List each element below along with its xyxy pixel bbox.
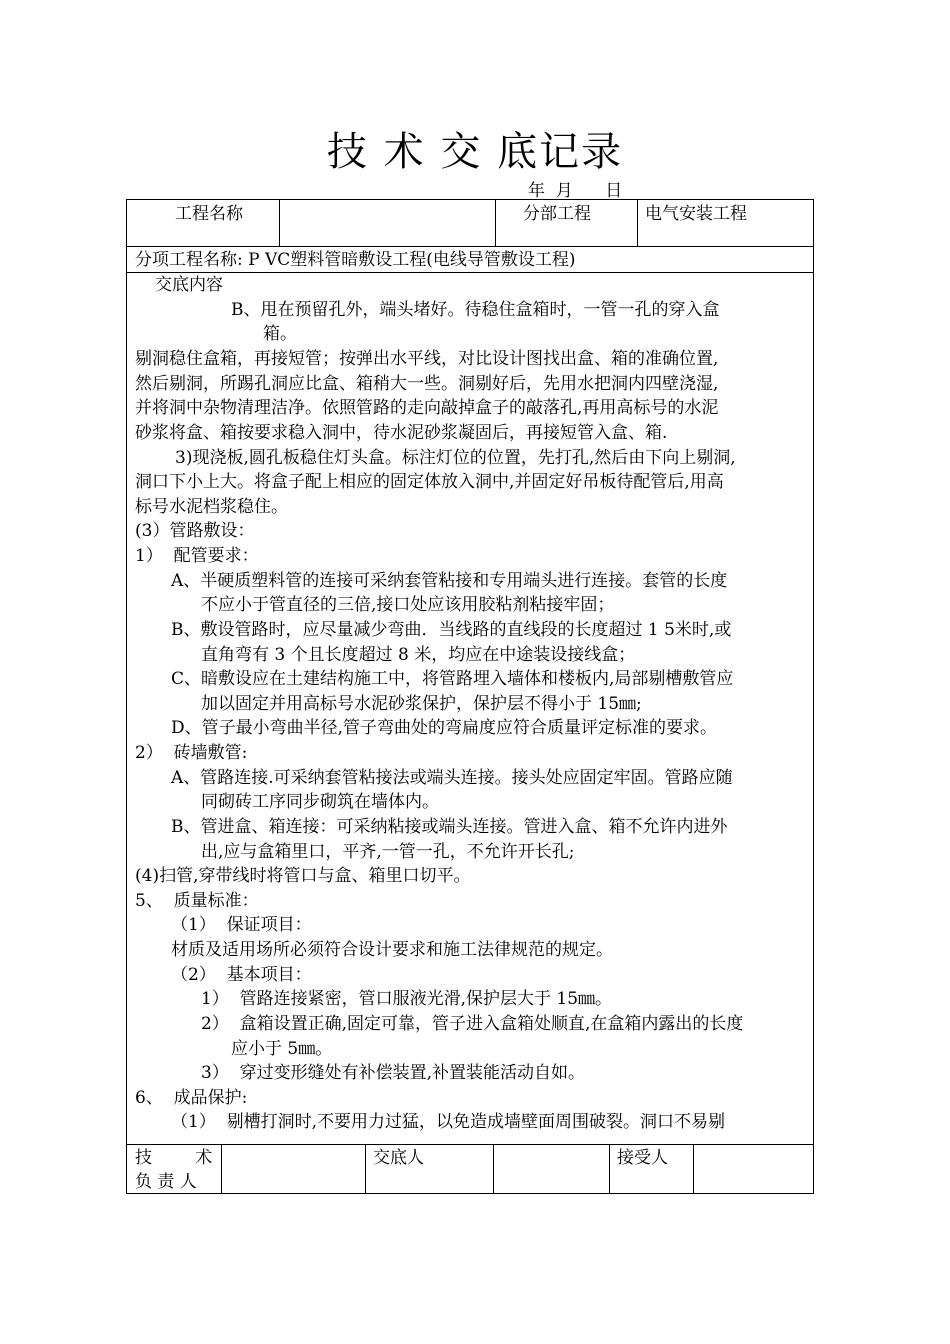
content-line: 应小于 5㎜。: [231, 1039, 333, 1059]
content-line: 材质及适用场所必须符合设计要求和施工法律规范的规定。: [171, 940, 613, 960]
sub-item-name: 分项工程名称: P VC塑料管暗敷设工程(电线导管敷设工程): [135, 250, 576, 270]
tech-lead-label-line2: 负 责 人: [135, 1172, 197, 1192]
tech-lead-label: 技 术: [135, 1148, 213, 1168]
divider: [693, 1144, 694, 1194]
divider: [127, 272, 813, 273]
content-line: （1） 剔槽打洞时,不要用力过猛，以免造成墙壁面周围破裂。洞口不易剔: [171, 1112, 726, 1132]
content-line: 2） 盒箱设置正确,固定可靠，管子进入盒箱处顺直,在盒箱内露出的长度: [201, 1014, 744, 1034]
divider: [127, 1144, 813, 1145]
content-line: 3)现浇板,圆孔板稳住灯头盒。标注灯位的位置，先打孔,然后由下向上剔洞,: [175, 448, 736, 468]
content-line: B、管进盒、箱连接：可采纳粘接或端头连接。管进入盒、箱不允许内进外: [171, 817, 728, 837]
content-line: 2） 砖墙敷管:: [135, 743, 248, 763]
disclosure-table: [126, 199, 814, 1194]
content-line: 并将洞中杂物清理洁净。依照管路的走向敲掉盒子的敲落孔,再用高标号的水泥: [135, 398, 719, 418]
content-line: 出,应与盒箱里口，平齐,一管一孔，不允许开长孔;: [201, 842, 575, 862]
divider: [637, 200, 638, 246]
content-line: A、管路连接.可采纳套管粘接法或端头连接。接头处应固定牢固。管路应随: [171, 768, 733, 788]
content-line: 箱。: [263, 324, 297, 344]
content-line: 加以固定并用高标号水泥砂浆保护，保护层不得小于 15㎜;: [201, 694, 642, 714]
content-line: （1） 保证项目：: [171, 915, 312, 935]
content-line: 直角弯有 3 个且长度超过 8 米，均应在中途装设接线盒；: [201, 645, 636, 665]
content-line: C、暗敷设应在土建结构施工中，将管路埋入墙体和楼板内,局部剔槽敷管应: [171, 669, 734, 689]
content-line: 砂浆将盒、箱按要求稳入洞中，待水泥砂浆凝固后，再接短管入盒、箱.: [135, 423, 668, 443]
divider: [279, 200, 280, 246]
content-line: B、甩在预留孔外，端头堵好。待稳住盒箱时，一管一孔的穿入盒: [231, 300, 720, 320]
content-line: 1） 配管要求：: [135, 546, 259, 566]
content-line: (3）管路敷设：: [135, 521, 255, 541]
content-line: 5、 质量标准：: [135, 891, 259, 911]
divider: [127, 246, 813, 247]
content-line: (4)扫管,穿带线时将管口与盒、箱里口切平。: [135, 866, 471, 886]
divider: [495, 200, 496, 246]
content-line: 6、 成品保护:: [135, 1088, 248, 1108]
content-line: A、半硬质塑料管的连接可采纳套管粘接和专用端头进行连接。套管的长度: [171, 571, 728, 591]
content-line: 然后剔洞，所踢孔洞应比盒、箱稍大一些。洞剔好后，先用水把洞内四壁浇湿,: [135, 374, 719, 394]
receiver-label: 接受人: [617, 1148, 668, 1168]
content-line: （2） 基本项目：: [171, 965, 312, 985]
content-line: D、管子最小弯曲半径,管子弯曲处的弯扁度应符合质量评定标准的要求。: [171, 718, 718, 738]
content-line: B、敷设管路时，应尽量减少弯曲．当线路的直线段的长度超过 1 5米时,或: [171, 620, 732, 640]
division-label: 分部工程: [523, 204, 591, 224]
divider: [365, 1144, 366, 1194]
date-line: 年 月 日: [528, 181, 623, 201]
divider: [221, 1144, 222, 1194]
content-line: 标号水泥档浆稳住。: [135, 497, 288, 517]
document-title: 技 术 交 底记录: [326, 129, 624, 175]
discloser-label: 交底人: [373, 1148, 424, 1168]
project-name-label: 工程名称: [175, 204, 243, 224]
content-line: 同砌砖工序同步砌筑在墙体内。: [201, 792, 439, 812]
content-line: 1） 管路连接紧密，管口服液光滑,保护层大于 15㎜。: [201, 989, 613, 1009]
content-label: 交底内容: [155, 275, 223, 295]
content-line: 剔洞稳住盒箱，再接短管；按弹出水平线，对比设计图找出盒、箱的准确位置,: [135, 349, 719, 369]
divider: [493, 1144, 494, 1194]
content-line: 3） 穿过变形缝处有补偿装置,补置装能活动自如。: [201, 1063, 586, 1083]
division-value: 电气安装工程: [645, 204, 747, 224]
divider: [609, 1144, 610, 1194]
content-line: 不应小于管直径的三倍,接口处应该用胶粘剂粘接牢固；: [201, 595, 615, 615]
content-line: 洞口下小上大。将盒子配上相应的固定体放入洞中,并固定好吊板待配管后,用高: [135, 472, 724, 492]
